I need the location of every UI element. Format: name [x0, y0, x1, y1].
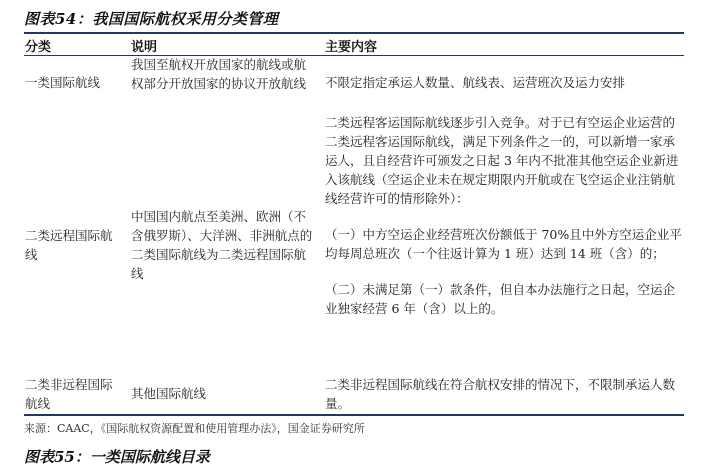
header-content: 主要内容 [325, 40, 378, 55]
row-1-content [325, 73, 685, 92]
header-description: 说明 [131, 40, 158, 55]
row-2-content-para-3: （二）未满足第（一）款条件，但自本办法施行之日起，空运企业独家经营 6 年（含）以上的。 [325, 282, 676, 316]
source-note: 来源：CAAC，《国际航权资源配置和使用管理办法》，国金证券研究所 [24, 422, 365, 435]
row-2-content-para-2: （一）中方空运企业经营班次份额低于 70%且中外方空运企业平均每周总班次（一个往返计算为 1 班）达到 14 班（含）的； [325, 227, 682, 261]
row-1-content-para: 不限定指定承运人数量、航线表、运营班次及运力安排 [325, 75, 626, 90]
figure-title: 图表54：我国国际航权采用分类管理 [24, 10, 279, 28]
table-bottom-rule [24, 414, 684, 416]
row-2-description: 中国国内航点至美洲、欧洲（不含俄罗斯）、大洋洲、非洲航点的二类国际航线为二类远程国际航线 [131, 209, 313, 281]
header-category: 分类 [25, 40, 52, 55]
row-2-category: 二类远程国际航线 [25, 228, 113, 262]
row-3-content-para: 二类非远程国际航线在符合航权安排的情况下，不限制承运人数量。 [325, 377, 676, 411]
row-2-content-para-1: 二类远程客运国际航线逐步引入竞争。对于已有空运企业运营的二类远程客运国际航线，满足下列条件之一的，可以新增一家承运人，且自经营许可颁发之日起 3 年内不批准其他空运企业新进入该航线（空运企业未在规定期限内开航或在飞空运企业注销航线经营许可的情形除外）： [325, 115, 679, 206]
row-2-content [325, 113, 685, 318]
row-3-description: 其他国际航线 [131, 386, 207, 401]
row-1-category: 一类国际航线 [25, 75, 101, 90]
row-3-content [325, 375, 685, 413]
row-1-description: 我国至航权开放国家的航线或航权部分开放国家的协议开放航线 [131, 57, 307, 91]
next-figure-title: 图表55：一类国际航线目录 [24, 448, 210, 466]
table-top-rule [24, 32, 684, 34]
row-3-category: 二类非远程国际航线 [25, 377, 113, 411]
table-header-rule [24, 55, 684, 56]
